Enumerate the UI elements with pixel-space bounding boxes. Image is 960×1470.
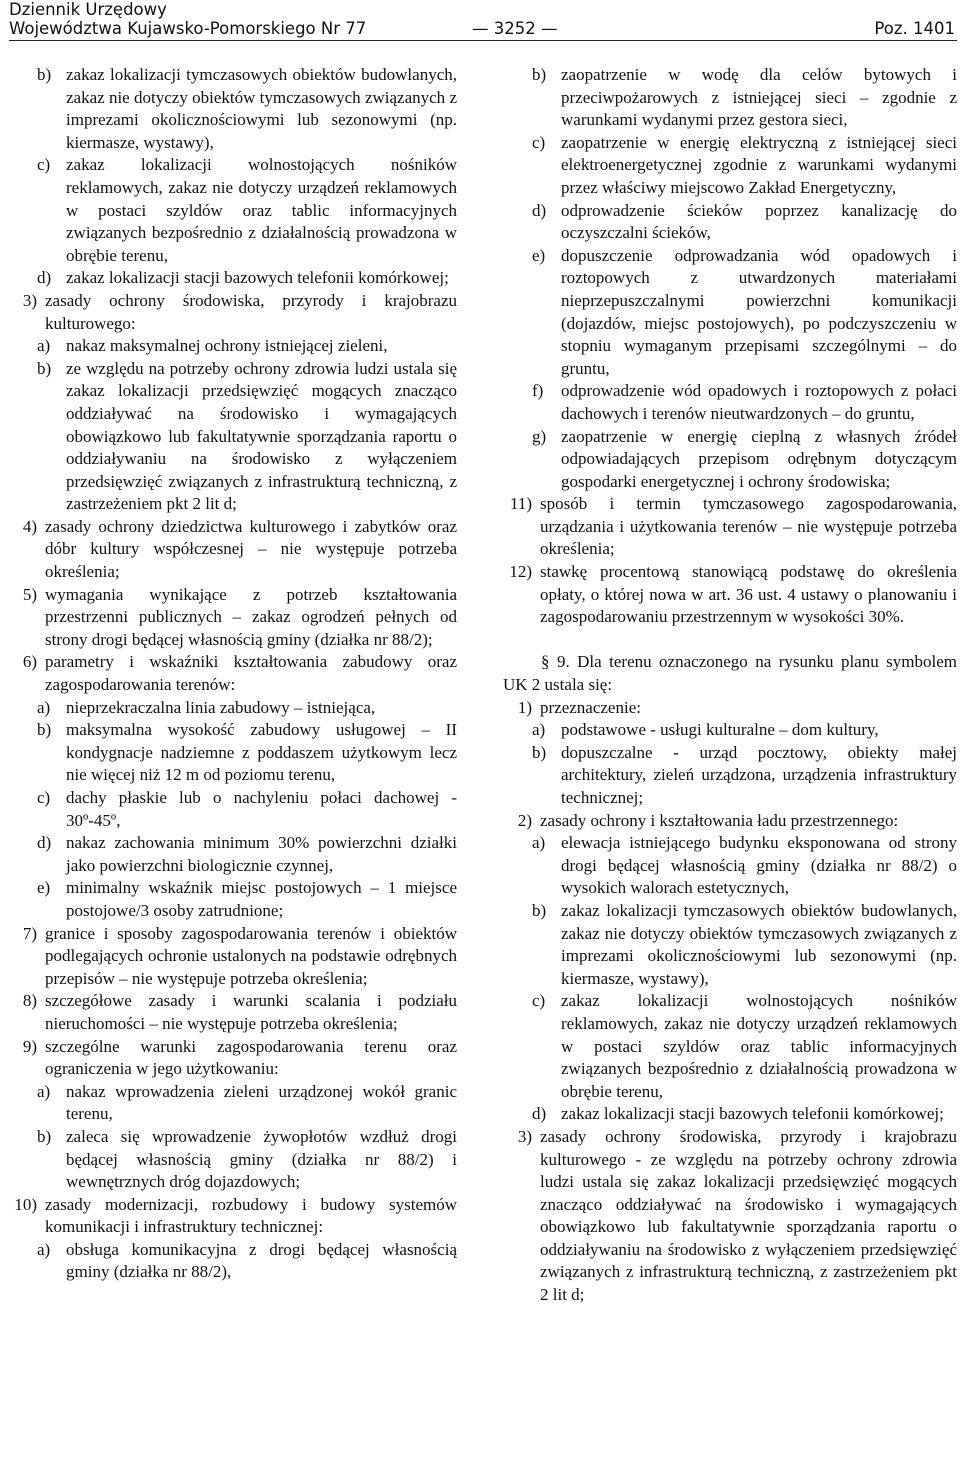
item-marker: e) [37,878,51,898]
item-text: granice i sposoby zagospodarowania terenów i obiektów podlegających ochronie ustalonych na podstawie odrębnych przepisów – nie występuje potrzeba określenia; [45,923,457,988]
item-text: zaopatrzenie w wodę dla celów bytowych i przeciwpożarowych z istniejącej sieci – zgodnie z warunkami wydanymi przez gestora sieci, [561,65,957,130]
list-item [503,426,957,494]
list-item [8,154,457,267]
list-item [8,1081,457,1126]
item-marker: f) [532,381,544,401]
item-marker: d) [532,1104,547,1124]
item-text: elewacja istniejącego budynku eksponowana od strony drogi będącej własnością gminy (działka nr 88/2) o wysokich walorach estetycznych, [561,833,957,898]
list-item [8,358,457,516]
item-text: odprowadzenie wód opadowych i roztopowych z połaci dachowych i terenów nieutwardzonych – do gruntu, [561,381,957,423]
item-text: ze względu na potrzeby ochrony zdrowia ludzi ustala się zakaz lokalizacji przedsięwzięć mogących znacząco oddziaływać na środowisko i wymagających obowiązkowo lub fakultatywnie sporządzania raportu o oddziaływaniu na środowisko z wyłączeniem przedsięwzięć związanych z infrastrukturą techniczną, z zastrzeżeniem pkt 2 lit d; [66,358,457,514]
list-item [503,493,957,561]
item-text: odprowadzenie ścieków poprzez kanalizację do oczyszczalni ścieków, [561,200,957,243]
list-item [8,697,457,720]
item-text: zaopatrzenie w energię cieplną z własnych źródeł odpowiadających przepisom odrębnym dotyczącym gospodarki energetycznej i ochrony środowiska; [561,426,957,491]
item-text: zakaz lokalizacji wolnostojących nośników reklamowych, zakaz nie dotyczy urządzeń reklamowych w postaci szyldów oraz tablic informacyjnych związanych bezpośrednio z działalnością prowadzona w obrębie terenu, [66,155,457,265]
item-marker: 11) [509,494,532,514]
item-text: dopuszczenie odprowadzania wód opadowych i roztopowych z utwardzonych materiałami nieprzepuszczalnymi powierzchni komunikacji (dojazdów, miejsc postojowych), po podczyszczeniu w stopniu wymaganym przepisami szczególnymi – do gruntu, [561,245,957,378]
item-text: zakaz lokalizacji stacji bazowych telefonii komórkowej; [66,268,449,288]
right-column [503,64,957,1307]
item-marker: 8) [22,991,37,1011]
list-item [503,64,957,132]
spacer [503,629,957,652]
item-marker: a) [37,697,51,717]
list-item [8,584,457,652]
item-marker: 4) [22,516,37,536]
item-marker: a) [37,1239,51,1259]
list-item [503,1126,957,1307]
item-text: stawkę procentową stanowiącą podstawę do określenia opłaty, o której nowa w art. 36 ust. 4 ustawy o planowaniu i zagospodarowaniu przestrzennym w wysokości 30%. [540,562,957,627]
list-item [8,1126,457,1194]
item-text: zakaz lokalizacji tymczasowych obiektów budowlanych, zakaz nie dotyczy obiektów tymczasowych związanych z imprezami okolicznościowymi lub sezonowymi (np. kiermasze, wystawy), [561,900,957,988]
item-text: dachy płaskie lub o nachyleniu połaci dachowej - 30º-45º, [66,788,457,830]
list-item [8,877,457,922]
item-marker: d) [37,268,52,288]
list-item [503,200,957,245]
item-marker: d) [532,200,547,220]
list-item [503,245,957,381]
list-item [8,64,457,154]
list-item [8,267,457,290]
item-marker: b) [532,65,547,84]
item-text: szczególne warunki zagospodarowania terenu oraz ograniczenia w jego użytkowaniu: [45,1036,457,1079]
list-item [8,990,457,1035]
list-item [8,290,457,335]
list-item [8,719,457,787]
item-text: obsługa komunikacyjna z drogi będącej własnością gminy (działka nr 88/2), [66,1239,457,1282]
list-item [503,132,957,200]
item-text: zasady modernizacji, rozbudowy i budowy systemów komunikacji i infrastruktury technicznej: [45,1194,457,1237]
item-text: parametry i wskaźniki kształtowania zabudowy oraz zagospodarowania terenów: [45,652,457,695]
item-text: zasady ochrony i kształtowania ładu przestrzennego: [540,810,899,830]
section-paragraph: § 9. Dla terenu oznaczonego na rysunku planu symbolem UK 2 ustala się: [503,652,957,695]
item-text: nakaz zachowania minimum 30% powierzchni działki jako powierzchni biologicznie czynnej, [66,833,457,875]
item-marker: 3) [22,290,37,310]
item-marker: b) [37,65,52,84]
item-marker: c) [532,991,546,1011]
page-header [9,0,957,41]
item-marker: e) [532,245,546,265]
item-marker: a) [532,720,546,740]
item-marker: 12) [509,562,532,582]
item-marker: 2) [517,810,532,830]
list-item [503,719,957,742]
item-text: zakaz lokalizacji tymczasowych obiektów budowlanych, zakaz nie dotyczy obiektów tymczasowych związanych z imprezami okolicznościowymi lub sezonowymi (np. kiermasze, wystawy), [66,65,457,152]
list-item [8,923,457,991]
list-item [503,832,957,900]
item-marker: b) [37,1126,52,1146]
list-item [503,561,957,629]
item-text: nakaz maksymalnej ochrony istniejącej zieleni, [66,336,388,356]
item-marker: a) [37,1081,51,1101]
voivodeship-issue: Województwa Kujawsko-Pomorskiego Nr 77 [9,19,367,38]
item-marker: 1) [517,697,532,717]
item-text: szczegółowe zasady i warunki scalania i podziału nieruchomości – nie występuje potrzeba określenia; [45,991,457,1033]
item-text: zaopatrzenie w energię elektryczną z istniejącej sieci elektroenergetycznej zgodnie z warunkami wydanymi przez właściwy miejscowo Zakład Energetyczny, [561,132,957,197]
item-marker: a) [532,833,546,853]
item-marker: 3) [517,1126,532,1146]
item-marker: c) [37,155,51,175]
item-text: wymagania wynikające z potrzeb kształtowania przestrzenni publicznych – zakaz ogrodzeń pełnych od strony drogi będącej własnością gminy (działka nr 88/2); [45,584,457,649]
list-item [8,1036,457,1081]
position-number: Poz. 1401 [874,19,955,38]
item-marker: a) [37,336,51,356]
item-marker: 10) [14,1194,37,1214]
left-column [8,64,457,1284]
item-marker: 9) [22,1036,37,1056]
item-marker: c) [37,788,51,807]
list-item [8,1194,457,1239]
item-marker: b) [532,742,547,762]
list-item [503,1103,957,1126]
list-item [8,787,457,832]
list-item [8,1239,457,1284]
item-marker: 6) [22,652,37,672]
item-text: nieprzekraczalna linia zabudowy – istniejąca, [66,697,376,717]
list-item [503,742,957,810]
item-marker: b) [37,358,52,378]
item-marker: d) [37,833,52,853]
journal-title: Dziennik Urzędowy [9,0,167,19]
list-item [503,990,957,1103]
item-text: przeznaczenie: [540,697,641,717]
item-marker: b) [532,900,547,920]
list-item [8,651,457,696]
item-text: nakaz wprowadzenia zieleni urządzonej wokół granic terenu, [66,1081,457,1124]
item-text: sposób i termin tymczasowego zagospodarowania, urządzania i użytkowania terenów – nie występuje potrzeba określenia; [540,494,957,559]
page-number: — 3252 — [472,19,558,38]
item-marker: g) [532,426,547,446]
item-marker: 7) [22,923,37,943]
item-text: dopuszczalne - urząd pocztowy, obiekty małej architektury, zieleń urządzona, urządzenia infrastruktury technicznej; [561,742,957,807]
list-item [503,380,957,425]
item-text: minimalny wskaźnik miejsc postojowych – 1 miejsce postojowe/3 osoby zatrudnione; [66,878,457,920]
list-item [8,832,457,877]
list-item [503,810,957,833]
item-text: zasady ochrony dziedzictwa kulturowego i zabytków oraz dóbr kultury współczesnej – nie występuje potrzeba określenia; [45,516,457,582]
item-text: zaleca się wprowadzenie żywopłotów wzdłuż drogi będącej własnością gminy (działka nr 88/2) i wewnętrznych dróg dojazdowych; [66,1126,457,1192]
list-item [503,900,957,990]
item-marker: 5) [22,584,37,604]
item-text: zasady ochrony środowiska, przyrody i krajobrazu kulturowego: [45,290,457,333]
item-marker: c) [532,132,546,152]
list-item [503,697,957,720]
item-text: zasady ochrony środowiska, przyrody i krajobrazu kulturowego - ze względu na potrzeby ochrony zdrowia ludzi ustala się zakaz lokalizacji przedsięwzięć mogących znacząco oddziaływać na środowisko i wymagających obowiązkowo lub fakultatywnie sporządzania raportu o oddziaływaniu na środowisko z wyłączeniem przedsięwzięć związanych z infrastrukturą techniczną, z zastrzeżeniem pkt 2 lit d; [540,1126,957,1305]
item-text: zakaz lokalizacji wolnostojących nośników reklamowych, zakaz nie dotyczy urządzeń reklamowych w postaci szyldów oraz tablic informacyjnych związanych bezpośrednio z działalnością prowadzona w obrębie terenu, [561,991,957,1101]
item-marker: b) [37,720,52,740]
list-item [8,335,457,358]
item-text: zakaz lokalizacji stacji bazowych telefonii komórkowej; [561,1104,944,1124]
item-text: maksymalna wysokość zabudowy usługowej – II kondygnacje nadziemne z poddaszem użytkowym lecz nie więcej niż 12 m od poziomu terenu, [66,720,457,785]
item-text: podstawowe - usługi kulturalne – dom kultury, [561,720,879,740]
list-item [8,516,457,584]
